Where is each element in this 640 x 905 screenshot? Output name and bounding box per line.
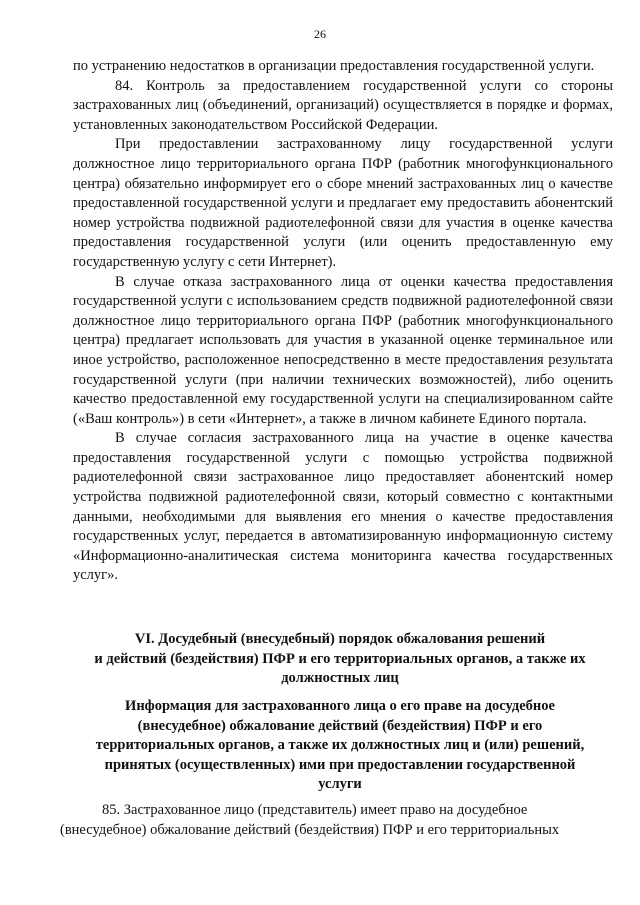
section-heading-line: и действий (бездействия) ПФР и его территориальных органов, а также их — [94, 650, 586, 667]
last-paragraph — [60, 801, 615, 840]
sub-heading-line: (внесудебное) обжалование действий (бездействия) ПФР и его — [137, 717, 543, 734]
sub-heading — [60, 697, 620, 795]
paragraph: В случае согласия застрахованного лица на участие в оценке качества предоставления государственной услуги с помощью устройства подвижной радиотелефонной связи застрахованное лицо предоставляет абонентский номер устройства подвижной радиотелефонной связи, который совместно с контактными данными, необходимыми для выявления его мнения о качестве предоставления государственных услуг, передается в автоматизированную информационную систему «Информационно-аналитическая система мониторинга качества государственных услуг». — [73, 430, 613, 584]
sub-heading-line: территориальных органов, а также их должностных лиц и (или) решений, — [95, 737, 585, 754]
paragraph: В случае отказа застрахованного лица от оценки качества предоставления государственной услуги с использованием средств подвижной радиотелефонной связи должностное лицо территориального органа ПФР (работник многофункционального центра) предлагает использовать для участия в указанной оценке терминальное или иное устройство, расположенное непосредственно в месте предоставления результата государственной услуги (при наличии технических возможностей), либо оценить качество предоставленной ему государственной услуги на специализированном сайте («Ваш контроль») в сети «Интернет», а также в личном кабинете Единого портала. — [73, 273, 613, 427]
section-heading-line: VI. Досудебный (внесудебный) порядок обжалования решений — [134, 631, 546, 647]
sub-heading-line: услуги — [318, 776, 362, 793]
paragraph: по устранению недостатков в организации предоставления государственной услуги. — [73, 58, 595, 74]
section-heading-line: должностных лиц — [281, 670, 399, 687]
last-paragraph-line: 85. Застрахованное лицо (представитель) имеет право на досудебное — [102, 802, 528, 818]
sub-heading-line: принятых (осуществленных) ими при предоставлении государственной — [104, 756, 576, 773]
body-text — [73, 57, 613, 586]
paragraph: 84. Контроль за предоставлением государственной услуги со стороны застрахованных лиц (объединений, организаций) осуществляется в порядке и формах, установленных законодательством Российской Федерации. — [73, 77, 613, 133]
last-paragraph-line: (внесудебное) обжалование действий (бездействия) ПФР и его территориальных — [60, 821, 560, 838]
sub-heading-line: Информация для застрахованного лица о его праве на досудебное — [125, 698, 555, 714]
page-number: 26 — [314, 27, 326, 41]
section-heading — [60, 630, 620, 689]
paragraph: При предоставлении застрахованному лицу государственной услуги должностное лицо территориального органа ПФР (работник многофункционального центра) обязательно информирует его о сборе мнений застрахованных лиц о качестве предоставленной государственной услуги и предлагает ему предоставить абонентский номер устройства подвижной радиотелефонной связи для участия в оценке качества предоставления государственной услуги (или оценить предоставленную ему государственную услугу с сети Интернет). — [73, 136, 613, 270]
